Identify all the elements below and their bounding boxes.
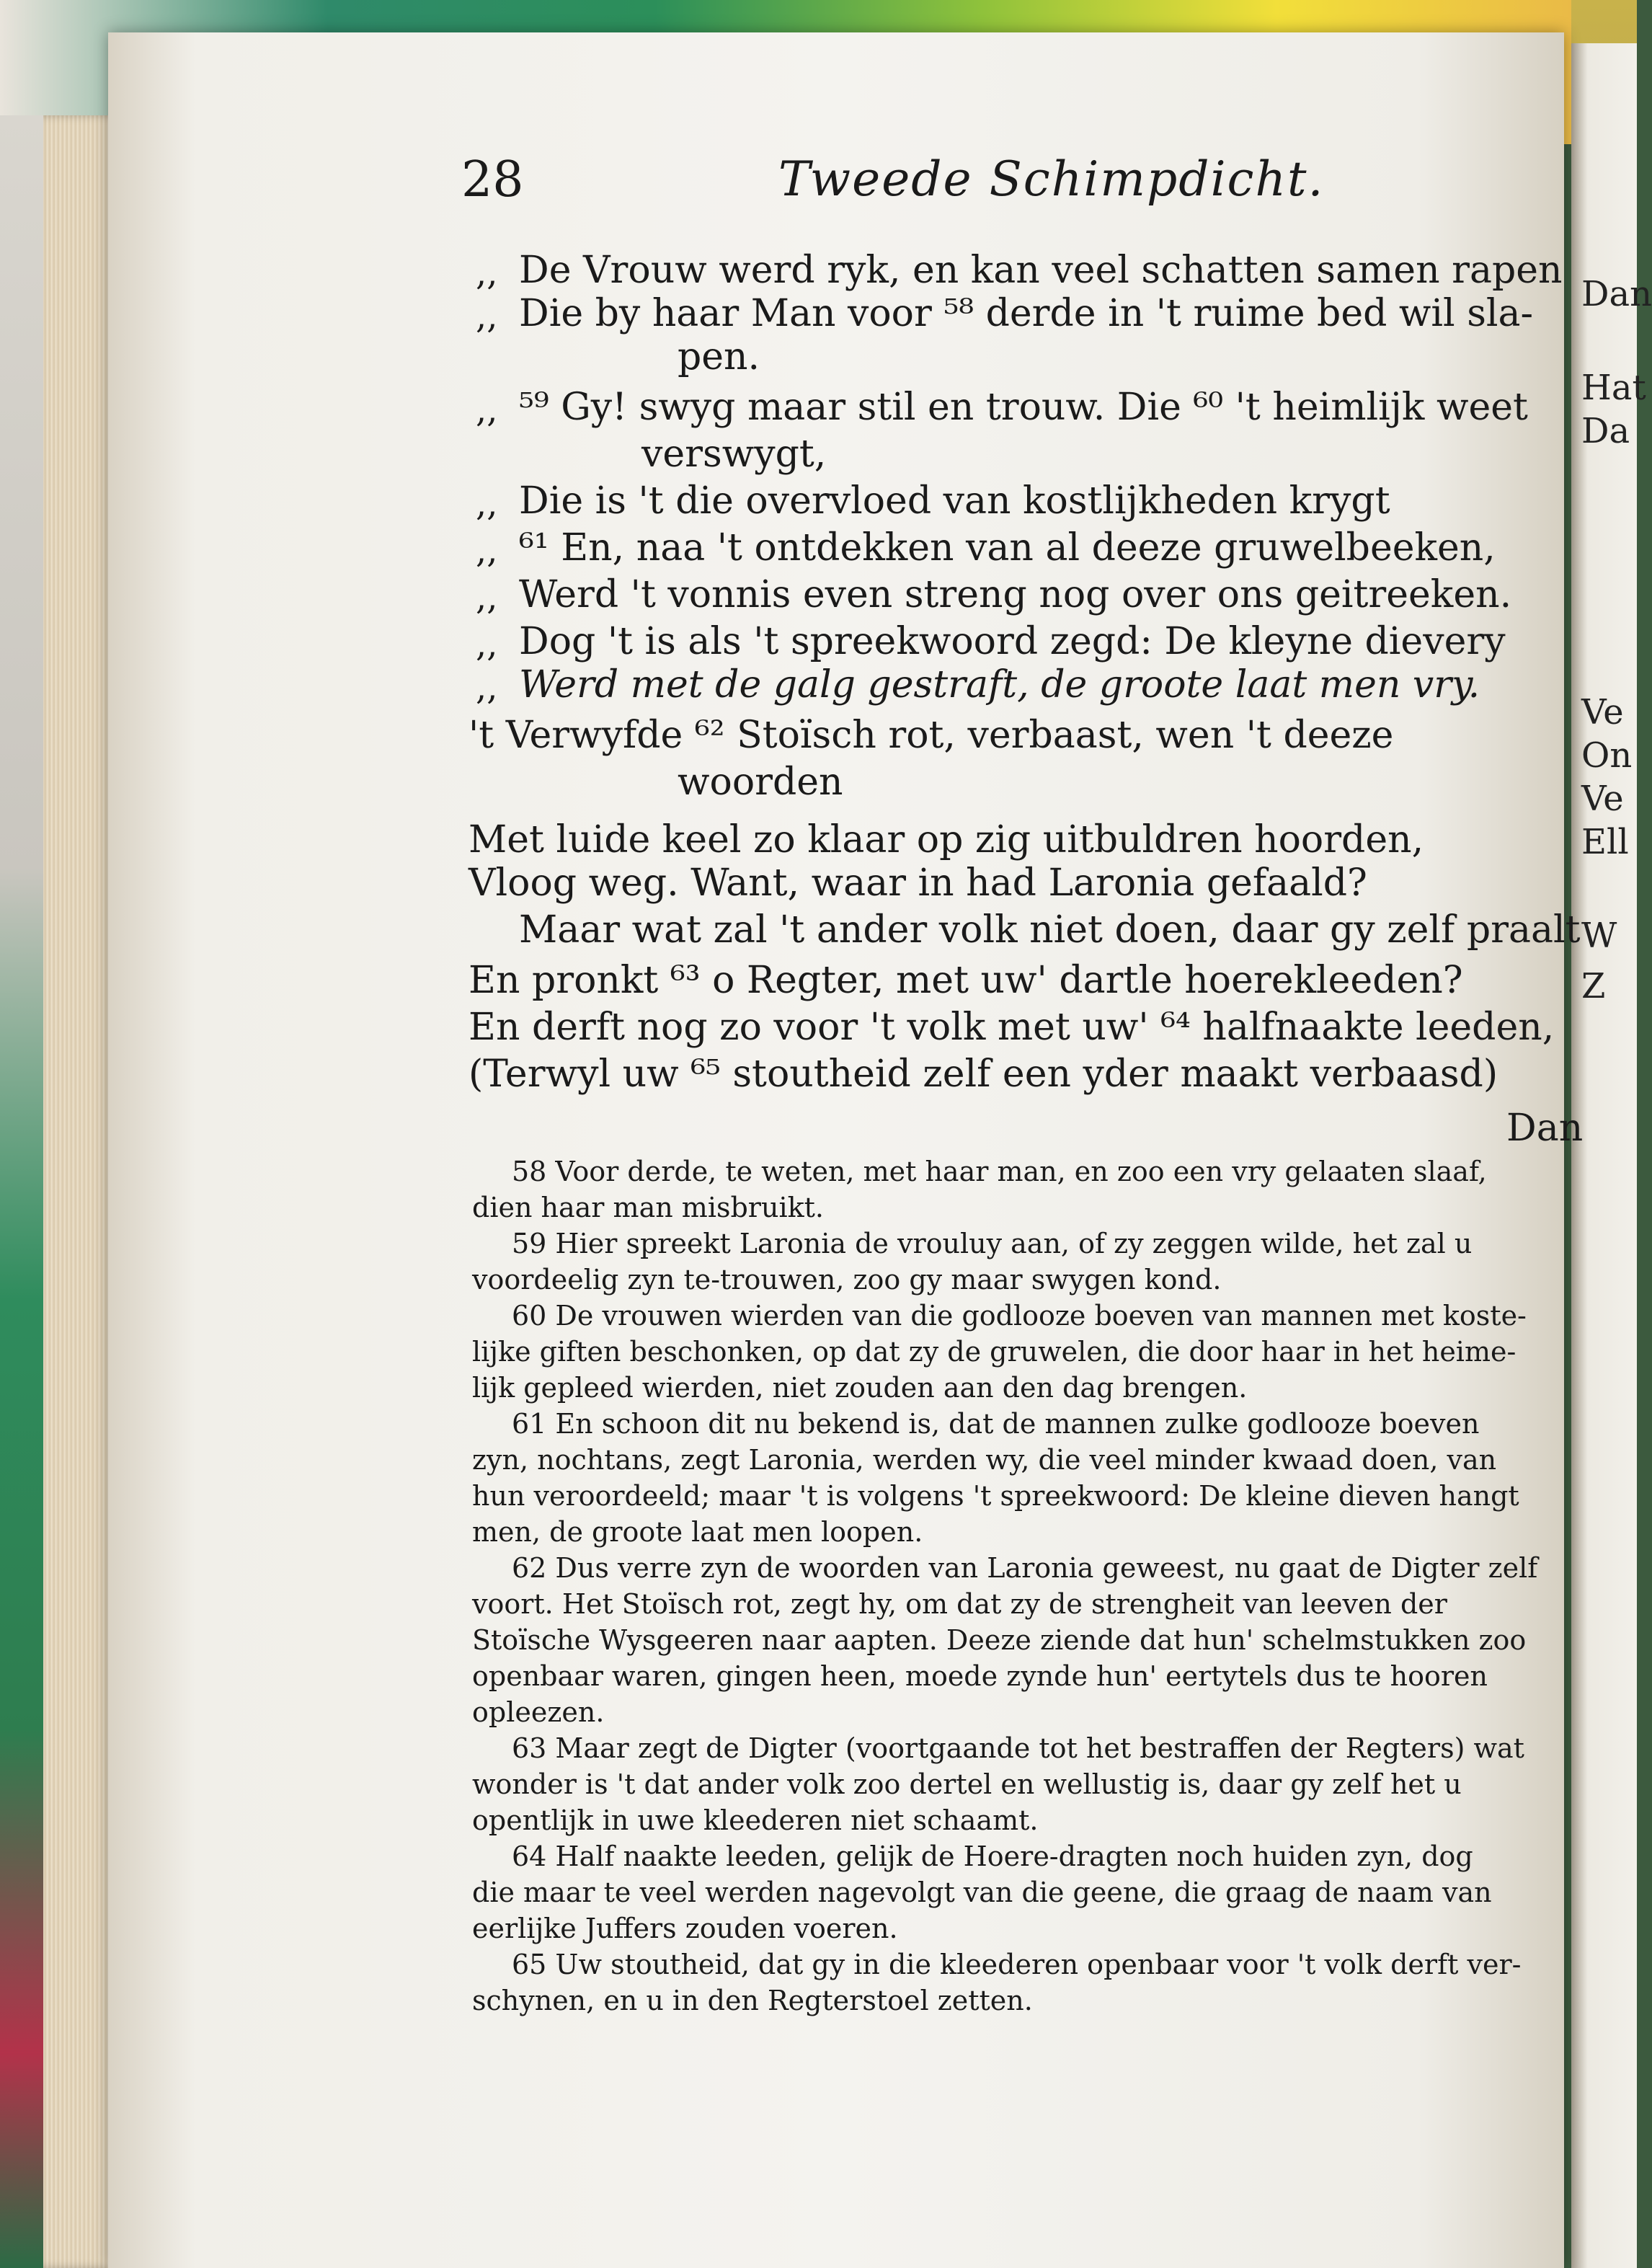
verse-quote-mark: ,, <box>476 668 498 708</box>
verse-line: Werd met de galg gestraft, de groote laat men vry. <box>519 663 1480 706</box>
footnote-line: 62 Dus verre zyn de woorden van Laronia geweest, nu gaat de Digter zelf <box>512 1552 1538 1584</box>
footnote-line: men, de groote laat men loopen. <box>472 1516 923 1548</box>
verse-line: Dog 't is als 't spreekwoord zegd: De kleyne dievery <box>519 620 1506 663</box>
verse-line: En derft nog zo voor 't volk met uw' ⁶⁴ halfnaakte leeden, <box>468 1006 1555 1049</box>
footnote-line: hun veroordeeld; maar 't is volgens 't spreekwoord: De kleine dieven hangt <box>472 1480 1519 1512</box>
page-number: 28 <box>461 151 524 208</box>
right-page-fragment: Ell <box>1581 822 1629 862</box>
verse-line: En pronkt ⁶³ o Regter, met uw' dartle hoerekleeden? <box>468 959 1463 1002</box>
right-page-fragment: W <box>1581 916 1617 956</box>
right-page-fragment: Z <box>1581 966 1606 1006</box>
verse-line: Met luide keel zo klaar op zig uitbuldren hoorden, <box>468 818 1424 861</box>
right-page-fragment: Hat <box>1581 368 1646 408</box>
footnote-line: opleezen. <box>472 1696 605 1728</box>
verse-line: De Vrouw werd ryk, en kan veel schatten samen rapen <box>519 249 1563 292</box>
verse-line: Vloog weg. Want, waar in had Laronia gefaald? <box>468 861 1367 905</box>
verse-line: Die by haar Man voor ⁵⁸ derde in 't ruime bed wil sla- <box>519 292 1534 335</box>
footnote-line: 63 Maar zegt de Digter (voortgaande tot het bestraffen der Regters) wat <box>512 1732 1524 1764</box>
verse-line: verswygt, <box>641 433 827 476</box>
footnote-line: opentlijk in uwe kleederen niet schaamt. <box>472 1804 1039 1836</box>
footnote-line: Stoïsche Wysgeeren naar aapten. Deeze ziende dat hun' schelmstukken zoo <box>472 1624 1527 1656</box>
verse-line: (Terwyl uw ⁶⁵ stoutheid zelf een yder maakt verbaasd) <box>468 1053 1498 1096</box>
right-page-fragment: Ve <box>1581 692 1624 732</box>
footnote-line: schynen, en u in den Regterstoel zetten. <box>472 1985 1033 2016</box>
verse-line: Werd 't vonnis even streng nog over ons geitreeken. <box>519 573 1512 616</box>
verse-quote-mark: ,, <box>476 253 498 293</box>
right-page-fragment: On <box>1581 735 1633 776</box>
verse-line: pen. <box>678 335 760 378</box>
footnote-line: 61 En schoon dit nu bekend is, dat de mannen zulke godlooze boeven <box>512 1408 1480 1440</box>
verse-line: woorden <box>678 761 843 804</box>
right-page-fragment: Da <box>1581 411 1630 451</box>
verse-quote-mark: ,, <box>476 531 498 571</box>
footnote-line: eerlijke Juffers zouden voeren. <box>472 1913 898 1944</box>
verse-line: ⁶¹ En, naa 't ontdekken van al deeze gruwelbeeken, <box>519 526 1496 570</box>
footnote-line: lijk gepleed wierden, niet zouden aan den dag brengen. <box>472 1372 1248 1404</box>
catchword: Dan <box>1506 1107 1584 1150</box>
footnote-line: 65 Uw stoutheid, dat gy in die kleederen openbaar voor 't volk derft ver- <box>512 1949 1522 1980</box>
footnote-line: zyn, nochtans, zegt Laronia, werden wy, die veel minder kwaad doen, van <box>472 1444 1497 1476</box>
verse-quote-mark: ,, <box>476 390 498 430</box>
right-page-fragment: Dan <box>1581 274 1652 314</box>
verse-quote-mark: ,, <box>476 484 498 524</box>
page-title: Tweede Schimpdicht. <box>778 151 1325 207</box>
verse-line: 't Verwyfde ⁶² Stoïsch rot, verbaast, wen 't deeze <box>468 714 1394 757</box>
footnote-line: 60 De vrouwen wierden van die godlooze boeven van mannen met koste- <box>512 1300 1527 1332</box>
verse-line: Maar wat zal 't ander volk niet doen, daar gy zelf praalt <box>519 908 1581 952</box>
footnote-line: 59 Hier spreekt Laronia de vrouluy aan, of zy zeggen wilde, het zal u <box>512 1228 1473 1259</box>
footnote-line: die maar te veel werden nagevolgt van die geene, die graag de naam van <box>472 1877 1492 1908</box>
verse-quote-mark: ,, <box>476 624 498 665</box>
footnote-line: voordeelig zyn te-trouwen, zoo gy maar swygen kond. <box>472 1264 1222 1295</box>
footnote-line: openbaar waren, gingen heen, moede zynde hun' eertytels dus te hooren <box>472 1660 1488 1692</box>
right-page <box>1571 43 1652 2268</box>
verse-quote-mark: ,, <box>476 296 498 337</box>
footnote-line: 58 Voor derde, te weten, met haar man, en zoo een vry gelaaten slaaf, <box>512 1156 1487 1187</box>
verse-line: Die is 't die overvloed van kostlijkheden krygt <box>519 479 1390 523</box>
footnote-line: 64 Half naakte leeden, gelijk de Hoere-dragten noch huiden zyn, dog <box>512 1840 1473 1872</box>
footnote-line: dien haar man misbruikt. <box>472 1192 824 1223</box>
footnote-line: wonder is 't dat ander volk zoo dertel en wellustig is, daar gy zelf het u <box>472 1768 1462 1800</box>
verse-quote-mark: ,, <box>476 577 498 618</box>
footnote-line: voort. Het Stoïsch rot, zegt hy, om dat zy de strengheit van leeven der <box>472 1588 1447 1620</box>
right-page-fragment: Ve <box>1581 779 1624 819</box>
verse-line: ⁵⁹ Gy! swyg maar stil en trouw. Die ⁶⁰ 't heimlijk weet <box>519 386 1528 429</box>
footnote-line: lijke giften beschonken, op dat zy de gruwelen, die door haar in het heime- <box>472 1336 1516 1368</box>
